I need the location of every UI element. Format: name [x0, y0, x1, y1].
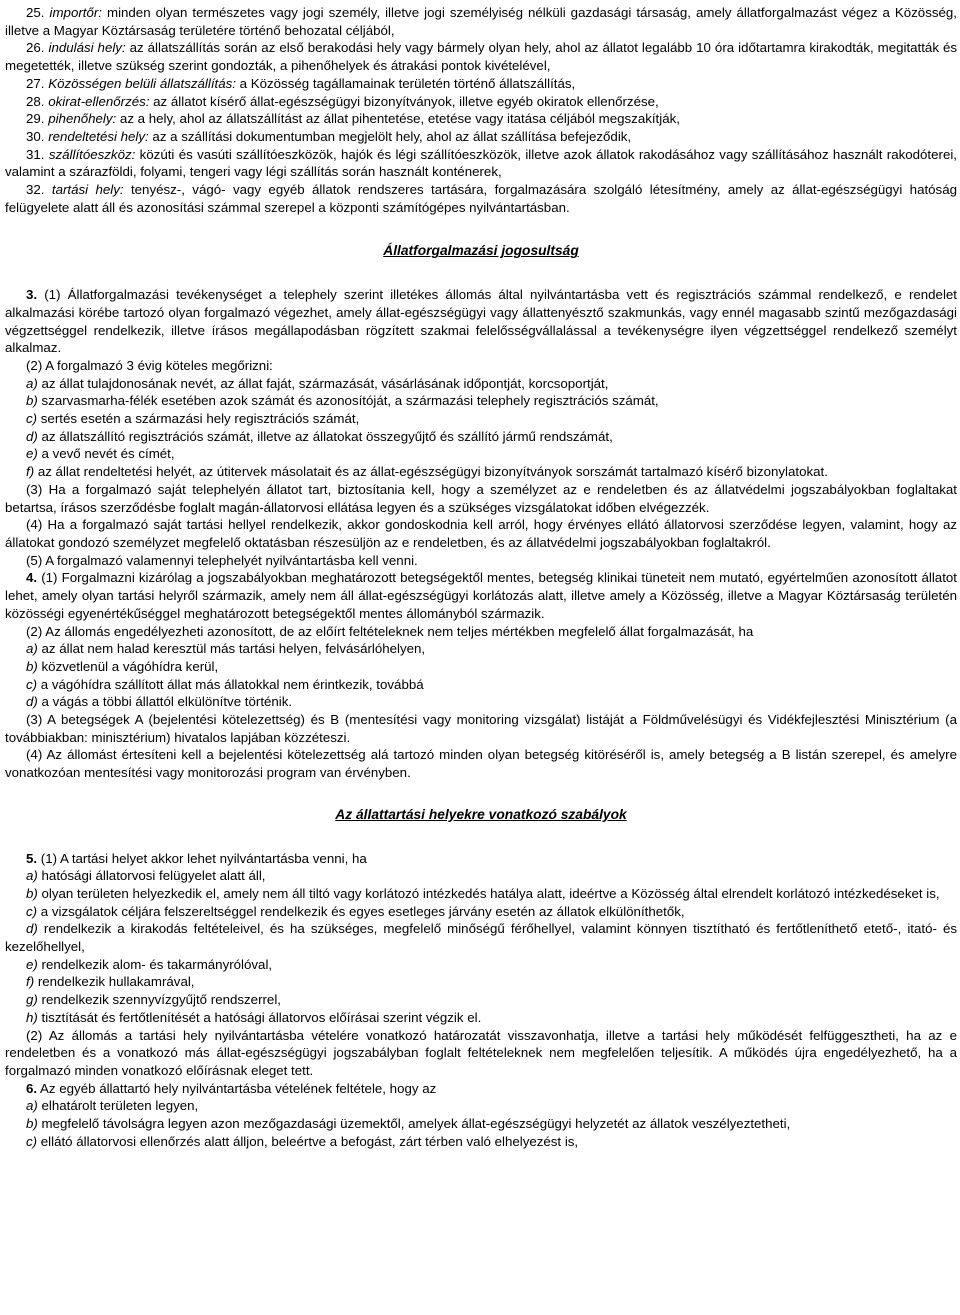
item-text: a vevő nevét és címét,: [37, 446, 175, 462]
section-6-paragraph-1: [5, 1080, 957, 1098]
section-4-paragraph-2: (2) Az állomás engedélyezheti azonosított, de az előírt feltételeknek nem teljes mértékben megfelelő állat forgalmazását, ha: [26, 623, 754, 639]
section-5-item-e: [5, 956, 957, 974]
section-number: 6.: [26, 1080, 38, 1096]
definition-number: 32.: [26, 182, 45, 198]
section-3-item-e: [5, 445, 957, 463]
item-letter: d): [26, 428, 38, 444]
definition-29: [5, 110, 957, 128]
section-heading-allattartasi-helyek: Az állattartási helyekre vonatkozó szabályok: [335, 806, 627, 822]
definition-text: az a hely, ahol az állatszállítást az állat pihentetése, etetése vagy itatása céljából megszakítják,: [116, 111, 680, 127]
section-3-paragraph-3: (3) Ha a forgalmazó saját telephelyén állatot tart, biztosítania kell, hogy a személyzet az e rendeletben és az állatvédelmi jogszabályokban foglaltakat betartsa, írásos szerződésbe foglalt magán-állatorvosi ellátása legyen és a szükséges vizsgálatokat időben elvégezzék.: [5, 481, 957, 515]
item-text: rendelkezik hullakamrával,: [34, 974, 195, 990]
definition-32: [5, 181, 957, 216]
definition-text: az a szállítási dokumentumban megjelölt hely, ahol az állat szállítása befejeződik,: [148, 128, 632, 144]
section-4-item-d: [5, 693, 957, 711]
section-number: 3.: [26, 287, 38, 303]
section-5-item-g: [5, 991, 957, 1009]
section-4-paragraph-1: [5, 569, 957, 622]
section-5-item-h: [5, 1009, 957, 1027]
definition-28: [5, 93, 957, 111]
section-3-item-c: [5, 410, 957, 428]
definition-31: [5, 146, 957, 181]
section-3-paragraph-1: [5, 286, 957, 357]
section-5-item-a: [5, 867, 957, 885]
section-heading-allatforgalmazasi-jogosultsag: Állatforgalmazási jogosultság: [383, 243, 579, 259]
item-letter: f): [26, 974, 35, 990]
section-4-paragraph-4: (4) Az állomást értesíteni kell a bejelentési kötelezettség alá tartozó minden olyan betegség kitöréséről is, amely betegség a B listán szerepel, és amelyre vonatkozóan mentesítési vagy monitorozási program van érvényben.: [5, 747, 957, 781]
section-5-item-d: [5, 920, 957, 955]
item-letter: d): [26, 694, 38, 710]
section-3-item-b: [5, 392, 957, 410]
definition-number: 25.: [26, 5, 45, 20]
paragraph-text: (1) A tartási helyet akkor lehet nyilvántartásba venni, ha: [37, 850, 367, 866]
definition-30: [5, 128, 957, 146]
item-text: az állat rendeltetési helyét, az útitervek másolatait és az állat-egészségügyi bizonyítványok sorszámát tartalmazó kísérő bizonylatokat.: [34, 464, 828, 480]
item-text: a vizsgálatok céljára felszereltséggel rendelkezik és egyes esetleges járvány esetén az állatok elkülöníthetők,: [37, 903, 685, 919]
definition-text: az állatszállítás során az első berakodási hely vagy bármely olyan hely, ahol az állatot legalább 10 óra időtartamra kirakodták, megitatták és megetették, illetve szükség szerint gondozták, a pihenőhelyek és átrakási pontok kivételével,: [5, 40, 958, 74]
section-3-item-f: [5, 463, 957, 481]
section-number: 5.: [26, 850, 38, 866]
item-letter: c): [26, 1133, 38, 1149]
section-3-item-a: [5, 375, 957, 393]
definition-term: importőr:: [49, 5, 102, 20]
definition-term: okirat-ellenőrzés:: [48, 93, 150, 109]
item-letter: b): [26, 1116, 38, 1132]
item-letter: e): [26, 446, 38, 462]
paragraph-text: (1) Állatforgalmazási tevékenységet a telephely szerint illetékes állomás által nyilvántartásba vett és regisztrációs számmal rendelkező, e rendelet alkalmazási körébe tartozó olyan forgalmazó végezhet, amely állat-egészségügyi vagy állattenyésztő szakmunkás, vagy ennél magasabb szintű mezőgazdasági végzettséggel rendelkezik, illetve írásos megállapodásban rögzített szakmai felelősségvállalással a tevékenységre ilyen végzettséggel rendelkező személyt alkalmaz.: [5, 287, 957, 356]
definition-text: az állatot kísérő állat-egészségügyi bizonyítványok, illetve egyéb okiratok ellenőrzése,: [149, 93, 659, 109]
item-letter: b): [26, 658, 38, 674]
section-6-item-b: [5, 1115, 957, 1133]
definition-term: tartási hely:: [51, 182, 124, 198]
item-letter: a): [26, 641, 38, 657]
section-3-paragraph-2: (2) A forgalmazó 3 évig köteles megőrizni:: [26, 357, 273, 373]
item-text: sertés esetén a származási hely regisztrációs számát,: [37, 411, 360, 427]
section-3-paragraph-5: (5) A forgalmazó valamennyi telephelyét nyilvántartásba kell venni.: [26, 552, 418, 568]
definition-25: [5, 4, 957, 39]
section-5-item-b: [5, 885, 957, 903]
item-text: az állat nem halad keresztül más tartási helyen, felvásárlóhelyen,: [37, 641, 426, 657]
item-text: ellátó állatorvosi ellenőrzés alatt álljon, beleértve a befogást, zárt térben való elhelyezést is,: [37, 1133, 579, 1149]
definition-27: [5, 75, 957, 93]
item-text: közvetlenül a vágóhídra kerül,: [37, 658, 219, 674]
item-letter: h): [26, 1009, 38, 1025]
definition-term: szállítóeszköz:: [48, 146, 136, 162]
section-5-item-f: [5, 973, 957, 991]
item-text: az állat tulajdonosának nevét, az állat faját, származását, vásárlásának időpontját, korcsoportját,: [37, 375, 609, 391]
item-letter: c): [26, 676, 38, 692]
paragraph-text: (1) Forgalmazni kizárólag a jogszabályokban meghatározott betegségektől mentes, betegség klinikai tüneteit nem mutató, egyértelműen azonosított állatot lehet, amely olyan tartási helyről származik, amely nem áll állat-egészségügyi korlátozás alatt, illetve amely a Közösség, illetve a Magyar Köztársaság területén közösségi egyenértékűséggel meghatározott betegségektől mentes állományból származik.: [5, 570, 957, 621]
definition-term: rendeltetési hely:: [48, 128, 149, 144]
item-text: elhatárolt területen legyen,: [37, 1098, 199, 1114]
item-letter: d): [26, 921, 38, 937]
item-letter: b): [26, 885, 38, 901]
definition-text: a Közösség tagállamainak területén történő állatszállítás,: [235, 75, 576, 91]
item-letter: c): [26, 411, 38, 427]
definition-text: közúti és vasúti szállítóeszközök, hajók és légi szállítóeszközök, illetve azok állatok rakodásához vagy szállításához használt rakodóterei, valamint a szárazföldi, folyami, tengeri vagy légi szállítás során használt konténerek,: [5, 146, 957, 180]
definition-number: 30.: [26, 128, 45, 144]
item-text: a vágás a többi állattól elkülönítve történik.: [37, 694, 293, 710]
definition-number: 31.: [26, 146, 45, 162]
item-letter: f): [26, 464, 35, 480]
item-text: szarvasmarha-félék esetében azok számát és azonosítóját, a származási telephely regisztrációs számát,: [37, 393, 659, 409]
item-letter: a): [26, 868, 38, 884]
item-text: rendelkezik szennyvízgyűjtő rendszerrel,: [37, 992, 281, 1008]
item-letter: g): [26, 992, 38, 1008]
item-text: hatósági állatorvosi felügyelet alatt áll,: [37, 868, 266, 884]
definition-number: 27.: [26, 75, 45, 91]
definition-number: 28.: [26, 93, 45, 109]
item-text: olyan területen helyezkedik el, amely nem áll tiltó vagy korlátozó intézkedés hatálya alatt, ideértve a Közösség által elrendelt korlátozó intézkedéseket is,: [37, 885, 940, 901]
definition-term: pihenőhely:: [48, 111, 117, 127]
item-text: tisztítását és fertőtlenítését a hatósági állatorvos előírásai szerint végzik el.: [37, 1009, 482, 1025]
paragraph-text: Az egyéb állattartó hely nyilvántartásba vételének feltétele, hogy az: [37, 1080, 437, 1096]
definition-number: 26.: [26, 40, 45, 56]
definition-text: minden olyan természetes vagy jogi személy, illetve jogi személyiség nélküli gazdasági társaság, amely állatforgalmazást végez a Közösség, illetve a Magyar Köztársaság területére történő behozatal céljából,: [5, 5, 957, 38]
section-4-paragraph-3: (3) A betegségek A (bejelentési kötelezettség) és B (mentesítési vagy monitoring vizsgálat) listáját a Földművelésügyi és Vidékfejlesztési Minisztérium (a továbbiakban: minisztérium) hivatalos lapjában közzéteszi.: [5, 712, 957, 745]
section-4-item-c: [5, 676, 957, 694]
section-3-paragraph-4: (4) Ha a forgalmazó saját tartási hellyel rendelkezik, akkor gondoskodnia kell arról, hogy érvényes ellátó állatorvosi szerződése legyen, valamint, hogy az állatokat gondozó személyzet megfelelő oktatásban részesüljön az e rendeletben, és az állatvédelmi jogszabályokban foglaltakról.: [5, 517, 957, 550]
item-letter: a): [26, 375, 38, 391]
section-5-paragraph-2: (2) Az állomás a tartási hely nyilvántartásba vételére vonatkozó határozatát visszavonhatja, illetve a tartási hely működését felfüggesztheti, ha az e rendeletben és a vonatkozó más állat-egészségügyi jogszabályban foglalt feltételeknek nem megfelelően teljesítik. A működés újra engedélyezhető, ha a forgalmazó minden vonatkozó előírásnak eleget tett.: [5, 1027, 957, 1078]
section-4-item-a: [5, 640, 957, 658]
section-5-item-c: [5, 903, 957, 921]
section-4-item-b: [5, 658, 957, 676]
item-letter: e): [26, 956, 38, 972]
section-number: 4.: [26, 570, 38, 586]
section-5-paragraph-1: [5, 850, 957, 868]
item-letter: c): [26, 903, 38, 919]
definition-number: 29.: [26, 111, 45, 127]
section-6-item-c: [5, 1133, 957, 1151]
section-6-item-a: [5, 1097, 957, 1115]
item-text: rendelkezik a kirakodás feltételeivel, és ha szükséges, megfelelő minőségű férőhellyel, valamint könnyen tisztítható és fertőtleníthető etető-, itató- és kezelőhellyel,: [5, 921, 957, 955]
item-letter: b): [26, 393, 38, 409]
definition-term: indulási hely:: [48, 40, 126, 56]
item-text: az állatszállító regisztrációs számát, illetve az állatokat összegyűjtő és szállító jármű rendszámát,: [37, 428, 613, 444]
definition-text: tenyész-, vágó- vagy egyéb állatok rendszeres tartására, forgalmazására szolgáló létesítmény, amely az állat-egészségügyi hatóság felügyelete alatt áll és azonosítási számmal szerepel a központi számítógépes nyilvántartásban.: [5, 182, 957, 215]
item-text: rendelkezik alom- és takarmányrólóval,: [37, 956, 273, 972]
item-text: megfelelő távolságra legyen azon mezőgazdasági üzemektől, amelyek állat-egészségügyi helyzetét az állatok veszélyeztetheti,: [37, 1116, 791, 1132]
definition-term: Közösségen belüli állatszállítás:: [48, 75, 236, 91]
item-letter: a): [26, 1098, 38, 1114]
definition-26: [5, 39, 957, 74]
section-3-item-d: [5, 428, 957, 446]
item-text: a vágóhídra szállított állat más állatokkal nem érintkezik, továbbá: [37, 676, 424, 692]
